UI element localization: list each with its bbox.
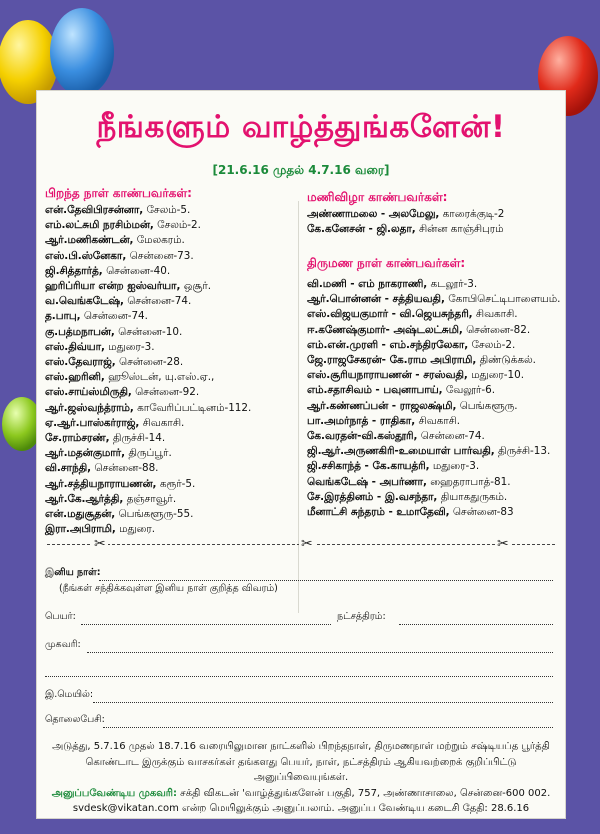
person-place: சென்னை-10. [114, 325, 183, 338]
person-name: எம்.என்.முரளி - எம்.சந்திரலேகா, [307, 338, 469, 351]
person-name: ஆர்.ஜஸ்வந்த்ராம், [45, 401, 134, 414]
person-place: சேலம்-2. [153, 219, 201, 232]
person-name: இரா.அபிராமி, [45, 523, 116, 536]
person-place: மதுரை-3. [429, 460, 480, 473]
special-day-label: இனிய நாள்: [45, 567, 101, 578]
person-place: சென்னை-73. [126, 249, 194, 262]
name-field[interactable] [81, 624, 331, 625]
person-place: சென்னை-88. [91, 462, 159, 475]
list-item [45, 416, 293, 431]
person-name: எம்.சதாசிவம் - பவுனாபாய், [307, 384, 443, 397]
birthday-list [45, 203, 293, 537]
person-name: ஆர்.மணிகண்டன், [45, 234, 134, 247]
person-name: சே.ராம்சரண், [45, 432, 110, 445]
person-name: அண்ணாமலை - அலமேலு, [307, 208, 440, 220]
star-label: நட்சத்திரம்: [337, 611, 386, 622]
person-place: மதுரை. [115, 523, 156, 536]
person-place: சென்னை-28. [115, 356, 184, 369]
person-name: எஸ்.பி.ஸ்னேகா, [45, 249, 127, 262]
list-item [45, 461, 293, 476]
list-item [45, 325, 293, 340]
date-range: [21.6.16 முதல் 4.7.16 வரை] [212, 163, 390, 177]
list-item [45, 492, 293, 507]
person-place: ஹைதராபாத்-81. [426, 475, 511, 488]
list-item [45, 507, 293, 522]
list-item [307, 505, 563, 520]
person-place: திண்டுக்கல். [476, 354, 536, 367]
phone-label: தொலைபேசி: [45, 714, 105, 725]
person-place: பெங்களூரு. [456, 399, 518, 412]
list-item [307, 207, 559, 222]
person-place: தியாகதுருகம். [437, 490, 508, 503]
person-place: கடலூர்-3. [427, 278, 478, 290]
footer-instructions [47, 739, 555, 817]
footer-line-1: அடுத்து, 5.7.16 முதல் 18.7.16 வரையிலுமான நாட்களில் பிறந்தநாள், திருமணநாள் மற்றும் சஷ்டியப்த பூர்த்தி [52, 741, 550, 752]
list-item [45, 233, 293, 248]
person-name: சே.இரத்தினம் - இ.வசந்தா, [307, 490, 438, 503]
person-place: சென்னை-92. [131, 386, 200, 399]
address-label: முகவரி: [45, 639, 81, 650]
person-name: ஜி.சசிகாந்த் - கே.காயத்ரி, [307, 460, 430, 473]
person-name: எஸ்.சூரியநாராயணன் - சரஸ்வதி, [307, 369, 468, 382]
list-item [45, 446, 293, 461]
list-item [45, 218, 293, 233]
person-place: காவேரிப்பட்டினம்-112. [133, 401, 252, 414]
list-item [45, 340, 293, 355]
person-place: தஞ்சாவூர். [123, 492, 177, 505]
person-name: என்.மதுசூதன், [45, 508, 116, 521]
star-field[interactable] [399, 624, 553, 625]
footer-line-3 [47, 786, 555, 802]
person-place: வேலூர்-6. [442, 384, 495, 397]
person-name: எஸ்.திவ்யா, [45, 340, 105, 353]
manivizha-list [307, 207, 559, 237]
person-place: சேலம்-5. [143, 204, 191, 216]
greetings-card [36, 90, 566, 819]
list-item [45, 401, 293, 416]
person-name: ஆர்.கண்ணப்பன் - ராஜலக்ஷ்மி, [307, 399, 457, 412]
list-item [307, 222, 559, 237]
person-name: ஏ.ஆர்.பாஸ்கர்ராஜ், [45, 416, 140, 429]
list-item [307, 459, 563, 474]
address-field-line-2[interactable] [45, 676, 553, 677]
list-item [45, 309, 293, 324]
person-name: ஜி.ஆர்.அருணகிரி-உமையாள் பார்வதி, [307, 445, 495, 458]
person-name: த.பாபு, [45, 310, 81, 323]
footer-line-2: கொண்டாட இருக்கும் வாசகர்கள் தங்களது பெயர், நாள், நட்சத்திரம் ஆகியவற்றைக் குறிப்பிட்டு அனுப்பிவையுங்கள். [85, 756, 517, 783]
list-item [45, 370, 293, 385]
list-item [307, 399, 563, 414]
person-name: எஸ்.தேவராஜ், [45, 356, 116, 369]
list-item [307, 444, 563, 459]
column-divider [298, 201, 299, 613]
list-item [45, 249, 293, 264]
person-place: மதுரை-3. [104, 340, 155, 353]
person-name: வெங்கடேஷ் - அபர்ணா, [307, 475, 427, 488]
scissors-icon: ✂ [301, 536, 313, 552]
wedding-list [307, 277, 563, 520]
person-name: ஆர்.கே.ஆர்த்தி, [45, 492, 124, 505]
person-place: திருச்சி-14. [109, 432, 166, 445]
person-place: சேலம்-2. [468, 338, 516, 351]
person-name: எஸ்.சாய்ஸ்மிருதி, [45, 386, 132, 399]
list-item [307, 277, 563, 292]
person-place: கோபிசெட்டிபாளையம். [444, 293, 561, 306]
birthday-heading: பிறந்த நாள் காண்பவர்கள்: [45, 186, 192, 200]
person-name: பா.அமர்நாத் - ராதிகா, [307, 414, 416, 427]
person-place: பெங்களூரு-55. [115, 508, 194, 521]
person-name: எம்.லட்சுமி நரசிம்மன், [45, 219, 154, 232]
person-place: மதுரை-10. [467, 369, 525, 382]
person-name: ஆர்.மதன்குமார், [45, 447, 126, 460]
person-name: எஸ்.ஹரினி, [45, 371, 105, 384]
person-place: சென்னை-74. [417, 430, 485, 443]
list-item [45, 264, 293, 279]
person-place: காரைக்குடி-2 [439, 208, 505, 220]
person-place: மேலகரம். [133, 234, 185, 247]
person-place: ஹூஸ்டன், யு.எஸ்.ஏ., [104, 371, 215, 384]
person-place: சிவகாசி. [472, 308, 518, 321]
person-name: ஈ.கணேஷ்குமார்- அஷ்டலட்சுமி, [307, 323, 463, 336]
person-place: சிவகாசி. [139, 416, 185, 429]
wedding-heading: திருமண நாள் காண்பவர்கள்: [307, 256, 466, 270]
phone-field[interactable] [103, 727, 553, 728]
person-place: சென்னை-74. [123, 295, 192, 308]
person-name: வி.சாந்தி, [45, 462, 92, 475]
list-item [307, 292, 563, 307]
list-item [307, 323, 563, 338]
person-name: ஹரிப்ரியா என்ற ஐஸ்வர்யா, [45, 280, 181, 293]
address-prefix: அனுப்பவேண்டிய முகவரி: [51, 787, 177, 799]
person-name: வ.வெங்கடேஷ், [45, 295, 124, 308]
scissors-icon: ✂ [497, 536, 509, 552]
list-item [307, 338, 563, 353]
list-item [45, 294, 293, 309]
person-name: ஆர்.சத்தியநாராயணன், [45, 477, 157, 490]
person-name: கே.கனேசன் - ஜி.லதா, [307, 223, 416, 236]
person-name: வி.மணி - எம் நாகராணி, [307, 278, 428, 290]
list-item [307, 368, 563, 383]
person-place: சின்ன காஞ்சிபுரம் [415, 223, 504, 236]
scissors-icon: ✂ [94, 536, 106, 552]
person-place: சென்னை-74. [80, 310, 148, 323]
list-item [45, 431, 293, 446]
person-place: திருப்பூர். [125, 447, 172, 460]
name-label: பெயர்: [45, 611, 76, 622]
person-place: சென்னை-82. [462, 323, 531, 336]
footer-line-4: svdesk@vikatan.com என்ற மெயிலுக்கும் அனுப்பலாம். அனுப்ப வேண்டிய கடைசி தேதி: 28.6.16 [72, 803, 530, 814]
person-place: சென்னை-83 [449, 506, 514, 519]
list-item [45, 522, 293, 537]
list-item [45, 203, 293, 218]
blue-balloon [50, 8, 114, 96]
person-name: என்.தேவிபிரசன்னா, [45, 204, 144, 216]
special-day-hint: (நீங்கள் சந்திக்கவுள்ள இனிய நாள் குறித்த விவரம்) [59, 583, 278, 594]
person-name: எஸ்.விஜயகுமார் - வி.ஜெயசுந்தரி, [307, 308, 473, 321]
person-place: கரூர்-5. [156, 477, 196, 490]
list-item [307, 475, 563, 490]
list-item [45, 279, 293, 294]
person-place: சென்னை-40. [102, 264, 171, 277]
person-name: ஆர்.பொன்னன் - சத்தியவதி, [307, 293, 445, 306]
person-name: ஜே.ராஜசேகரன்- கே.ராம அபிராமி, [307, 354, 477, 367]
person-place: திருச்சி-13. [494, 445, 551, 458]
page-title: நீங்களும் வாழ்த்துங்களேன்! [96, 109, 506, 145]
list-item [307, 383, 563, 398]
list-item [307, 353, 563, 368]
list-item [45, 355, 293, 370]
address-field[interactable] [87, 652, 553, 653]
list-item [45, 477, 293, 492]
list-item [307, 490, 563, 505]
person-place: ஒசூர். [180, 280, 212, 293]
person-name: கே.வரதன்-வி.கஸ்தூரி, [307, 430, 418, 443]
person-place: சிவகாசி. [415, 414, 461, 427]
special-day-field[interactable] [99, 580, 553, 581]
email-field[interactable] [93, 702, 553, 703]
manivizha-heading: மணிவிழா காண்பவர்கள்: [307, 190, 448, 204]
person-name: ஜி.சித்தார்த், [45, 264, 103, 277]
postal-address: சக்தி விகடன் 'வாழ்த்துங்களேன் பகுதி, 757, அண்ணாசாலை, சென்னை-600 002. [177, 787, 551, 799]
person-name: மீனாட்சி சுந்தரம் - உமாதேவி, [307, 506, 450, 519]
list-item [307, 307, 563, 322]
list-item [45, 385, 293, 400]
person-name: கு.பத்மநாபன், [45, 325, 115, 338]
list-item [307, 429, 563, 444]
email-label: இ.மெயில்: [45, 689, 94, 700]
list-item [307, 414, 563, 429]
